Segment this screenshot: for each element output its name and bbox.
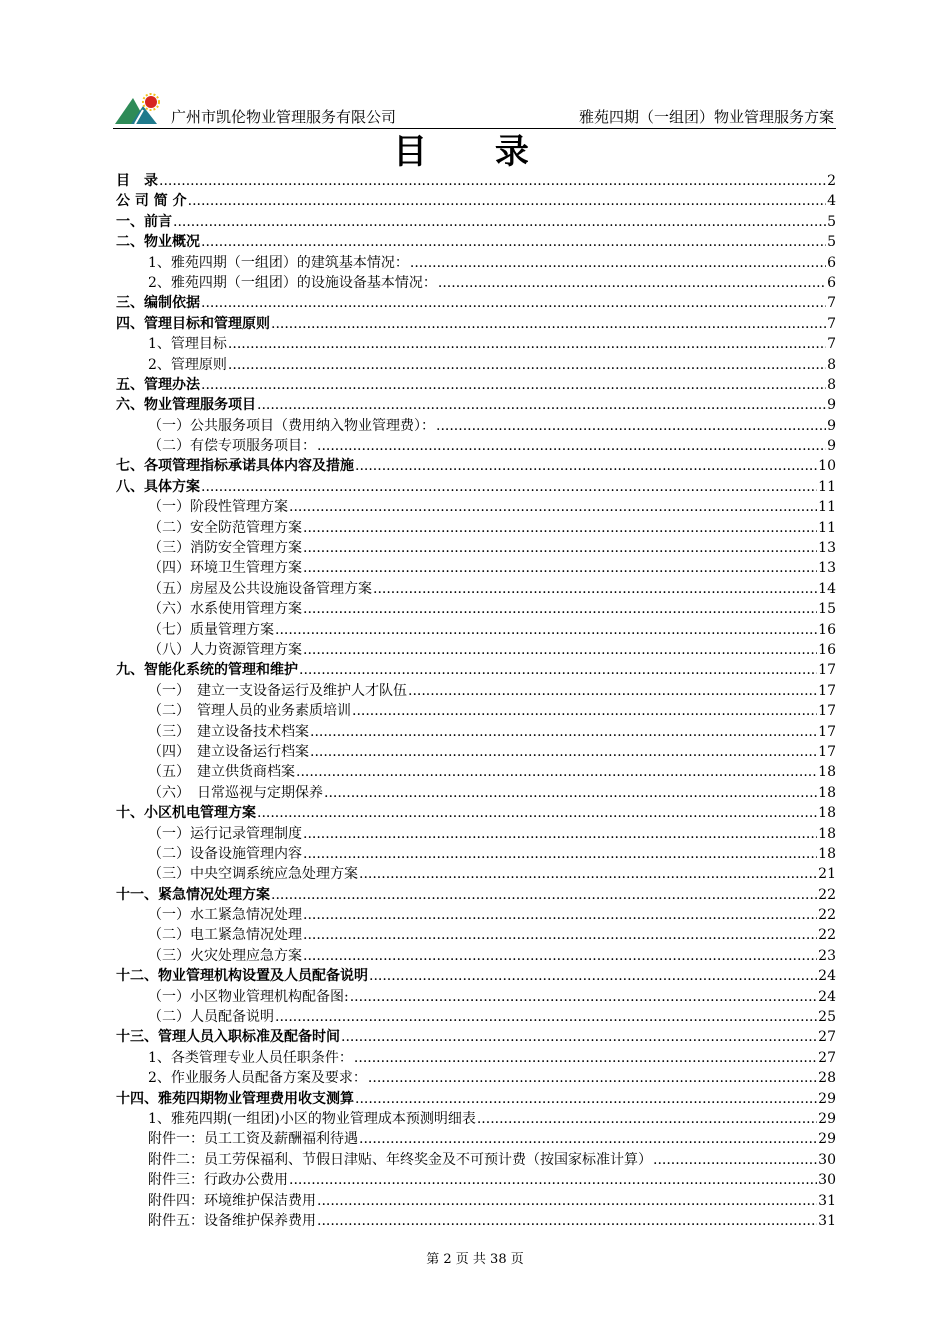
toc-entry[interactable] (116, 355, 836, 375)
toc-entry[interactable] (116, 395, 836, 415)
toc-entry[interactable] (116, 864, 836, 884)
toc-entry-page: 17 (818, 723, 836, 740)
toc-entry-title: （五）房屋及公共设施设备管理方案 (148, 580, 372, 597)
toc-entry[interactable] (116, 660, 836, 680)
toc-entry-title: （六）水系使用管理方案 (148, 601, 302, 618)
toc-entry[interactable] (116, 477, 836, 497)
toc-leader-dots (373, 579, 817, 599)
toc-entry[interactable] (116, 456, 836, 476)
toc-leader-dots (228, 334, 826, 354)
toc-entry-page: 6 (827, 274, 836, 291)
toc-entry[interactable] (116, 885, 836, 905)
toc-entry-title: 十三、管理人员入职标准及配备时间 (116, 1029, 340, 1046)
toc-entry-page: 27 (818, 1029, 836, 1046)
toc-entry-page: 11 (818, 519, 836, 536)
toc-entry-title: （三）火灾处理应急方案 (148, 947, 302, 964)
toc-entry[interactable] (116, 1170, 836, 1190)
toc-entry[interactable] (116, 212, 836, 232)
toc-entry[interactable] (116, 191, 836, 211)
toc-entry[interactable] (116, 518, 836, 538)
toc-leader-dots (369, 966, 817, 986)
toc-entry-title: 公 司 简 介 (116, 193, 187, 210)
toc-leader-dots (436, 416, 826, 436)
toc-entry-title: （八）人力资源管理方案 (148, 641, 302, 658)
toc-entry-title: 十一、紧急情况处理方案 (116, 886, 270, 903)
toc-leader-dots (477, 1109, 817, 1129)
toc-entry[interactable] (116, 640, 836, 660)
toc-entry-page: 15 (818, 601, 836, 618)
toc-entry-title: 九、智能化系统的管理和维护 (116, 662, 298, 679)
toc-entry-page: 25 (818, 1009, 836, 1026)
toc-entry-title: 附件五：设备维护保养费用 (148, 1212, 316, 1229)
toc-entry[interactable] (116, 599, 836, 619)
toc-entry-title: （一）小区物业管理机构配备图: (148, 988, 349, 1005)
toc-heading: 目 录 (393, 132, 557, 172)
toc-leader-dots (352, 701, 817, 721)
toc-leader-dots (310, 722, 817, 742)
toc-entry-page: 8 (827, 356, 836, 373)
toc-entry-title: 五、管理办法 (116, 376, 200, 393)
toc-entry-title: （三）中央空调系统应急处理方案 (148, 866, 358, 883)
toc-entry-page: 17 (818, 743, 836, 760)
toc-entry-title: （七）质量管理方案 (148, 621, 274, 638)
toc-entry-page: 17 (818, 662, 836, 679)
toc-entry-page: 18 (818, 805, 836, 822)
toc-entry-page: 18 (818, 784, 836, 801)
toc-entry-page: 24 (818, 968, 836, 985)
toc-entry-title: （三） 建立设备技术档案 (148, 723, 309, 740)
toc-entry-title: 1、雅苑四期（一组团）的建筑基本情况： (148, 254, 409, 271)
toc-entry-page: 31 (818, 1212, 836, 1229)
toc-entry[interactable] (116, 620, 836, 640)
toc-entry-page: 29 (818, 1090, 836, 1107)
toc-leader-dots (201, 375, 826, 395)
toc-entry[interactable] (116, 1211, 836, 1231)
page-header (113, 90, 836, 129)
toc-entry-page: 4 (827, 193, 836, 210)
toc-entry-page: 7 (827, 336, 836, 353)
toc-entry-page: 5 (827, 234, 836, 251)
toc-entry-page: 18 (818, 764, 836, 781)
toc-leader-dots (275, 1007, 817, 1027)
toc-entry[interactable] (116, 253, 836, 273)
toc-entry-page: 27 (818, 1049, 836, 1066)
toc-leader-dots (324, 783, 817, 803)
toc-entry-page: 28 (818, 1070, 836, 1087)
toc-leader-dots (303, 538, 817, 558)
toc-entry[interactable] (116, 1129, 836, 1149)
page-footer: 第 2 页 共 38 页 (426, 1252, 524, 1267)
toc-entry[interactable] (116, 1109, 836, 1129)
toc-entry-title: 四、管理目标和管理原则 (116, 315, 270, 332)
toc-entry-page: 29 (818, 1110, 836, 1127)
toc-entry[interactable] (116, 1191, 836, 1211)
toc-leader-dots (271, 314, 826, 334)
toc-entry-page: 6 (827, 254, 836, 271)
toc-entry[interactable] (116, 905, 836, 925)
toc-entry[interactable] (116, 1150, 836, 1170)
toc-entry-page: 21 (818, 866, 836, 883)
toc-entry-title: 目 录 (116, 173, 158, 189)
toc-leader-dots (653, 1150, 817, 1170)
toc-leader-dots (271, 885, 817, 905)
toc-leader-dots (188, 191, 826, 211)
toc-leader-dots (317, 1211, 817, 1231)
toc-entry-title: （二）有偿专项服务项目： (148, 438, 316, 455)
toc-entry-page: 5 (827, 213, 836, 230)
toc-leader-dots (359, 864, 817, 884)
toc-entry-page: 18 (818, 825, 836, 842)
toc-entry-title: （一）水工紧急情况处理 (148, 907, 302, 924)
toc-leader-dots (275, 620, 817, 640)
company-logo-icon (113, 92, 165, 126)
toc-entry-title: （二）安全防范管理方案 (148, 519, 302, 536)
toc-entry[interactable] (116, 824, 836, 844)
toc-entry-page: 13 (818, 540, 836, 557)
toc-leader-dots (201, 232, 826, 252)
toc-entry[interactable] (116, 946, 836, 966)
toc-entry-title: （一）运行记录管理制度 (148, 825, 302, 842)
toc-leader-dots (303, 844, 817, 864)
toc-leader-dots (303, 905, 817, 925)
toc-entry[interactable] (116, 925, 836, 945)
toc-leader-dots (438, 273, 826, 293)
toc-leader-dots (299, 660, 817, 680)
toc-entry-title: 附件三：行政办公费用 (148, 1172, 288, 1189)
toc-entry-title: （一） 建立一支设备运行及维护人才队伍 (148, 682, 407, 699)
toc-leader-dots (354, 1048, 817, 1068)
toc-entry[interactable] (116, 171, 836, 191)
toc-entry-page: 2 (827, 173, 836, 189)
toc-entry-page: 17 (818, 682, 836, 699)
toc-entry-page: 16 (818, 621, 836, 638)
toc-entry-page: 8 (827, 376, 836, 393)
toc-leader-dots (296, 762, 817, 782)
toc-leader-dots (159, 171, 826, 191)
toc-entry-title: （三）消防安全管理方案 (148, 540, 302, 557)
toc-leader-dots (317, 1191, 817, 1211)
toc-leader-dots (341, 1027, 817, 1047)
toc-entry[interactable] (116, 1027, 836, 1047)
toc-entry-title: 七、各项管理指标承诺具体内容及措施 (116, 458, 354, 475)
toc-leader-dots (355, 1089, 817, 1109)
toc-leader-dots (303, 518, 817, 538)
toc-entry-page: 7 (827, 315, 836, 332)
toc-leader-dots (303, 599, 817, 619)
toc-entry-page: 9 (827, 417, 836, 434)
toc-entry-page: 22 (818, 907, 836, 924)
company-name: 广州市凯伦物业管理服务有限公司 (171, 108, 397, 126)
toc-entry-title: 附件四：环境维护保洁费用 (148, 1192, 316, 1209)
toc-leader-dots (257, 395, 826, 415)
toc-entry[interactable] (116, 558, 836, 578)
toc-entry[interactable] (116, 844, 836, 864)
toc-leader-dots (350, 987, 817, 1007)
toc-entry-title: 附件一：员工工资及薪酬福利待遇 (148, 1131, 358, 1148)
toc-entry-page: 29 (818, 1131, 836, 1148)
toc-entry-title: 十二、物业管理机构设置及人员配备说明 (116, 968, 368, 985)
toc-entry-title: 六、物业管理服务项目 (116, 397, 256, 414)
toc-entry-title: （一）阶段性管理方案 (148, 499, 288, 516)
toc-entry-title: 一、前言 (116, 213, 172, 230)
toc-entry-title: （四） 建立设备运行档案 (148, 743, 309, 760)
toc-leader-dots (289, 1170, 817, 1190)
toc-entry-title: 2、雅苑四期（一组团）的设施设备基本情况： (148, 274, 437, 291)
toc-entry-page: 9 (827, 397, 836, 414)
toc-leader-dots (303, 640, 817, 660)
toc-entry-page: 22 (818, 927, 836, 944)
toc-entry-title: 十、小区机电管理方案 (116, 805, 256, 822)
toc-entry[interactable] (116, 722, 836, 742)
toc-entry[interactable] (116, 762, 836, 782)
toc-entry-title: （四）环境卫生管理方案 (148, 560, 302, 577)
toc-entry-page: 22 (818, 886, 836, 903)
toc-entry-title: （二） 管理人员的业务素质培训 (148, 703, 351, 720)
toc-entry-title: 1、管理目标 (148, 336, 227, 353)
toc-entry-page: 7 (827, 295, 836, 312)
toc-leader-dots (310, 742, 817, 762)
toc-leader-dots (359, 1129, 817, 1149)
toc-entry[interactable] (116, 681, 836, 701)
toc-entry[interactable] (116, 1007, 836, 1027)
toc-entry-page: 31 (818, 1192, 836, 1209)
toc-entry[interactable] (116, 803, 836, 823)
toc-entry-page: 16 (818, 641, 836, 658)
toc-entry[interactable] (116, 1068, 836, 1088)
toc-entry[interactable] (116, 742, 836, 762)
toc-entry[interactable] (116, 497, 836, 517)
toc-leader-dots (368, 1068, 817, 1088)
toc-entry-page: 24 (818, 988, 836, 1005)
toc-entry-title: （一）公共服务项目（费用纳入物业管理费）： (148, 417, 435, 434)
toc-entry-title: 二、物业概况 (116, 234, 200, 251)
toc-leader-dots (408, 681, 817, 701)
toc-entry[interactable] (116, 966, 836, 986)
toc-entry[interactable] (116, 334, 836, 354)
toc-entry-page: 11 (818, 499, 836, 516)
toc-entry-title: （二）电工紧急情况处理 (148, 927, 302, 944)
toc-entry-title: 附件二：员工劳保福利、节假日津贴、年终奖金及不可预计费（按国家标准计算） (148, 1151, 652, 1168)
toc-entry-title: （二）设备设施管理内容 (148, 845, 302, 862)
toc-entry[interactable] (116, 293, 836, 313)
toc-entry[interactable] (116, 416, 836, 436)
toc-entry-page: 30 (818, 1172, 836, 1189)
toc-leader-dots (173, 212, 826, 232)
toc-entry-page: 10 (818, 458, 836, 475)
toc-entry-title: （六） 日常巡视与定期保养 (148, 784, 323, 801)
toc-entry-title: 2、作业服务人员配备方案及要求： (148, 1070, 367, 1087)
toc-leader-dots (303, 946, 817, 966)
toc-entry-page: 17 (818, 703, 836, 720)
toc-leader-dots (228, 355, 826, 375)
toc-leader-dots (303, 558, 817, 578)
toc-entry[interactable] (116, 1048, 836, 1068)
toc-entry-page: 13 (818, 560, 836, 577)
toc-entry[interactable] (116, 314, 836, 334)
toc-entry-title: 三、编制依据 (116, 295, 200, 312)
toc-entry-page: 23 (818, 947, 836, 964)
toc-entry-title: 八、具体方案 (116, 478, 200, 495)
toc-entry-title: 1、各类管理专业人员任职条件： (148, 1049, 353, 1066)
toc-entry-title: 2、管理原则 (148, 356, 227, 373)
toc-leader-dots (317, 436, 826, 456)
toc-leader-dots (303, 824, 817, 844)
toc-entry-page: 9 (827, 438, 836, 455)
toc-leader-dots (201, 293, 826, 313)
toc-leader-dots (303, 925, 817, 945)
toc-entry[interactable] (116, 538, 836, 558)
toc-entry-page: 30 (818, 1151, 836, 1168)
toc-leader-dots (201, 477, 817, 497)
toc-entry[interactable] (116, 1089, 836, 1109)
toc-leader-dots (410, 253, 826, 273)
toc-entry[interactable] (116, 987, 836, 1007)
toc-entry[interactable] (116, 232, 836, 252)
toc-entry[interactable] (116, 783, 836, 803)
toc-entry[interactable] (116, 436, 836, 456)
toc-entry[interactable] (116, 375, 836, 395)
toc-entry-title: 1、雅苑四期(一组团)小区的物业管理成本预测明细表 (148, 1110, 476, 1127)
toc-leader-dots (355, 456, 817, 476)
document-title: 雅苑四期（一组团）物业管理服务方案 (578, 108, 834, 126)
toc-entry-page: 11 (818, 478, 836, 495)
table-of-contents (116, 171, 836, 1231)
toc-leader-dots (257, 803, 817, 823)
toc-entry-title: 十四、雅苑四期物业管理费用收支测算 (116, 1090, 354, 1107)
toc-leader-dots (289, 497, 817, 517)
toc-entry[interactable] (116, 701, 836, 721)
toc-entry[interactable] (116, 579, 836, 599)
toc-entry-page: 18 (818, 845, 836, 862)
toc-entry-title: （五） 建立供货商档案 (148, 764, 295, 781)
toc-entry-page: 14 (818, 580, 836, 597)
toc-entry-title: （二）人员配备说明 (148, 1009, 274, 1026)
toc-entry[interactable] (116, 273, 836, 293)
